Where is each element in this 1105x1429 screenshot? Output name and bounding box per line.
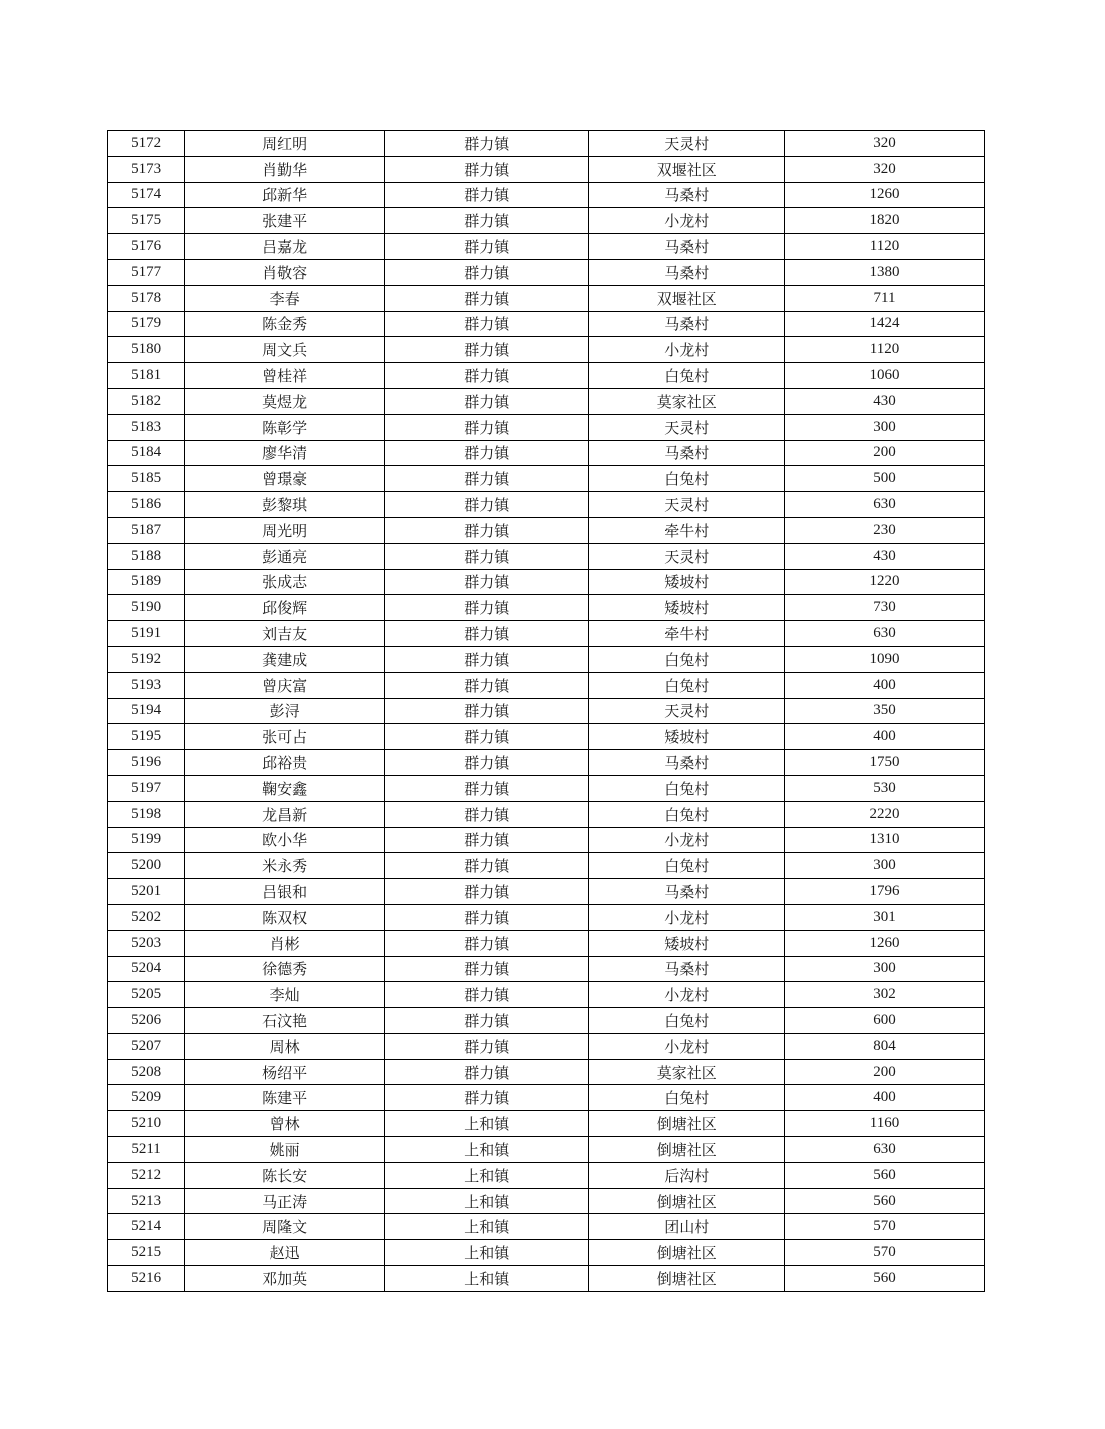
village-cell: 马桑村	[589, 259, 785, 285]
id-cell: 5187	[108, 517, 185, 543]
table-row	[108, 1188, 985, 1214]
name-cell: 陈金秀	[185, 311, 385, 337]
town-cell: 群力镇	[385, 698, 589, 724]
roster-table	[107, 130, 985, 1292]
table-row	[108, 1214, 985, 1240]
name-cell: 邓加英	[185, 1266, 385, 1292]
table-row	[108, 853, 985, 879]
name-cell: 肖勤华	[185, 156, 385, 182]
name-cell: 龚建成	[185, 646, 385, 672]
amount-cell: 1310	[785, 827, 985, 853]
id-cell: 5188	[108, 543, 185, 569]
name-cell: 张可占	[185, 724, 385, 750]
name-cell: 邱裕贵	[185, 750, 385, 776]
town-cell: 群力镇	[385, 259, 589, 285]
name-cell: 马正涛	[185, 1188, 385, 1214]
village-cell: 倒塘社区	[589, 1266, 785, 1292]
id-cell: 5174	[108, 182, 185, 208]
id-cell: 5207	[108, 1033, 185, 1059]
amount-cell: 301	[785, 904, 985, 930]
town-cell: 上和镇	[385, 1188, 589, 1214]
amount-cell: 1424	[785, 311, 985, 337]
id-cell: 5212	[108, 1162, 185, 1188]
village-cell: 白兔村	[589, 1008, 785, 1034]
town-cell: 群力镇	[385, 440, 589, 466]
village-cell: 马桑村	[589, 956, 785, 982]
village-cell: 白兔村	[589, 363, 785, 389]
village-cell: 小龙村	[589, 208, 785, 234]
table-row	[108, 492, 985, 518]
village-cell: 倒塘社区	[589, 1188, 785, 1214]
town-cell: 群力镇	[385, 234, 589, 260]
village-cell: 后沟村	[589, 1162, 785, 1188]
town-cell: 群力镇	[385, 363, 589, 389]
name-cell: 莫煜龙	[185, 388, 385, 414]
id-cell: 5208	[108, 1059, 185, 1085]
name-cell: 周文兵	[185, 337, 385, 363]
town-cell: 群力镇	[385, 775, 589, 801]
village-cell: 天灵村	[589, 492, 785, 518]
table-row	[108, 646, 985, 672]
village-cell: 小龙村	[589, 827, 785, 853]
table-row	[108, 440, 985, 466]
town-cell: 群力镇	[385, 492, 589, 518]
town-cell: 群力镇	[385, 595, 589, 621]
name-cell: 彭通亮	[185, 543, 385, 569]
town-cell: 群力镇	[385, 724, 589, 750]
amount-cell: 300	[785, 853, 985, 879]
id-cell: 5197	[108, 775, 185, 801]
table-row	[108, 698, 985, 724]
village-cell: 矮坡村	[589, 724, 785, 750]
amount-cell: 320	[785, 156, 985, 182]
table-row	[108, 801, 985, 827]
village-cell: 双堰社区	[589, 285, 785, 311]
name-cell: 杨绍平	[185, 1059, 385, 1085]
amount-cell: 1260	[785, 930, 985, 956]
table-row	[108, 956, 985, 982]
village-cell: 矮坡村	[589, 930, 785, 956]
table-row	[108, 543, 985, 569]
id-cell: 5206	[108, 1008, 185, 1034]
id-cell: 5179	[108, 311, 185, 337]
name-cell: 曾桂祥	[185, 363, 385, 389]
town-cell: 群力镇	[385, 1033, 589, 1059]
table-row	[108, 182, 985, 208]
village-cell: 小龙村	[589, 1033, 785, 1059]
town-cell: 群力镇	[385, 156, 589, 182]
name-cell: 肖敬容	[185, 259, 385, 285]
name-cell: 曾璟豪	[185, 466, 385, 492]
amount-cell: 570	[785, 1214, 985, 1240]
town-cell: 群力镇	[385, 750, 589, 776]
town-cell: 群力镇	[385, 517, 589, 543]
id-cell: 5201	[108, 879, 185, 905]
table-row	[108, 259, 985, 285]
amount-cell: 430	[785, 388, 985, 414]
village-cell: 矮坡村	[589, 569, 785, 595]
village-cell: 天灵村	[589, 543, 785, 569]
amount-cell: 320	[785, 131, 985, 157]
id-cell: 5198	[108, 801, 185, 827]
id-cell: 5173	[108, 156, 185, 182]
town-cell: 群力镇	[385, 1085, 589, 1111]
village-cell: 团山村	[589, 1214, 785, 1240]
name-cell: 鞠安鑫	[185, 775, 385, 801]
amount-cell: 400	[785, 672, 985, 698]
id-cell: 5185	[108, 466, 185, 492]
amount-cell: 560	[785, 1188, 985, 1214]
town-cell: 上和镇	[385, 1137, 589, 1163]
name-cell: 邱俊辉	[185, 595, 385, 621]
amount-cell: 560	[785, 1162, 985, 1188]
amount-cell: 302	[785, 982, 985, 1008]
id-cell: 5183	[108, 414, 185, 440]
name-cell: 周隆文	[185, 1214, 385, 1240]
town-cell: 群力镇	[385, 982, 589, 1008]
table-row	[108, 904, 985, 930]
id-cell: 5189	[108, 569, 185, 595]
table-row	[108, 1059, 985, 1085]
village-cell: 白兔村	[589, 466, 785, 492]
town-cell: 群力镇	[385, 208, 589, 234]
name-cell: 徐德秀	[185, 956, 385, 982]
town-cell: 群力镇	[385, 543, 589, 569]
amount-cell: 2220	[785, 801, 985, 827]
id-cell: 5209	[108, 1085, 185, 1111]
id-cell: 5205	[108, 982, 185, 1008]
name-cell: 彭黎琪	[185, 492, 385, 518]
id-cell: 5204	[108, 956, 185, 982]
amount-cell: 1120	[785, 234, 985, 260]
village-cell: 小龙村	[589, 982, 785, 1008]
table-row	[108, 285, 985, 311]
id-cell: 5211	[108, 1137, 185, 1163]
id-cell: 5213	[108, 1188, 185, 1214]
village-cell: 牵牛村	[589, 517, 785, 543]
amount-cell: 400	[785, 724, 985, 750]
name-cell: 陈建平	[185, 1085, 385, 1111]
amount-cell: 600	[785, 1008, 985, 1034]
id-cell: 5210	[108, 1111, 185, 1137]
name-cell: 欧小华	[185, 827, 385, 853]
id-cell: 5178	[108, 285, 185, 311]
table-row	[108, 1085, 985, 1111]
table-row	[108, 234, 985, 260]
amount-cell: 1060	[785, 363, 985, 389]
table-row	[108, 672, 985, 698]
village-cell: 天灵村	[589, 131, 785, 157]
amount-cell: 804	[785, 1033, 985, 1059]
name-cell: 廖华清	[185, 440, 385, 466]
town-cell: 上和镇	[385, 1266, 589, 1292]
village-cell: 天灵村	[589, 414, 785, 440]
town-cell: 群力镇	[385, 569, 589, 595]
village-cell: 白兔村	[589, 1085, 785, 1111]
table-row	[108, 827, 985, 853]
table-row	[108, 363, 985, 389]
table-row	[108, 1162, 985, 1188]
table-row	[108, 879, 985, 905]
id-cell: 5190	[108, 595, 185, 621]
id-cell: 5196	[108, 750, 185, 776]
amount-cell: 1260	[785, 182, 985, 208]
id-cell: 5176	[108, 234, 185, 260]
amount-cell: 200	[785, 1059, 985, 1085]
village-cell: 倒塘社区	[589, 1137, 785, 1163]
amount-cell: 500	[785, 466, 985, 492]
name-cell: 李灿	[185, 982, 385, 1008]
table-row	[108, 414, 985, 440]
table-row	[108, 1033, 985, 1059]
table-row	[108, 775, 985, 801]
id-cell: 5181	[108, 363, 185, 389]
town-cell: 群力镇	[385, 388, 589, 414]
name-cell: 周光明	[185, 517, 385, 543]
name-cell: 邱新华	[185, 182, 385, 208]
village-cell: 牵牛村	[589, 621, 785, 647]
name-cell: 龙昌新	[185, 801, 385, 827]
amount-cell: 230	[785, 517, 985, 543]
village-cell: 马桑村	[589, 182, 785, 208]
village-cell: 白兔村	[589, 775, 785, 801]
amount-cell: 430	[785, 543, 985, 569]
village-cell: 马桑村	[589, 234, 785, 260]
village-cell: 小龙村	[589, 337, 785, 363]
table-row	[108, 621, 985, 647]
village-cell: 白兔村	[589, 672, 785, 698]
town-cell: 上和镇	[385, 1111, 589, 1137]
amount-cell: 1380	[785, 259, 985, 285]
table-row	[108, 156, 985, 182]
name-cell: 陈长安	[185, 1162, 385, 1188]
village-cell: 双堰社区	[589, 156, 785, 182]
amount-cell: 300	[785, 956, 985, 982]
table-row	[108, 595, 985, 621]
village-cell: 倒塘社区	[589, 1111, 785, 1137]
name-cell: 吕银和	[185, 879, 385, 905]
id-cell: 5193	[108, 672, 185, 698]
village-cell: 白兔村	[589, 801, 785, 827]
town-cell: 群力镇	[385, 1008, 589, 1034]
village-cell: 小龙村	[589, 904, 785, 930]
table-row	[108, 930, 985, 956]
town-cell: 群力镇	[385, 956, 589, 982]
table-row	[108, 311, 985, 337]
table-row	[108, 517, 985, 543]
town-cell: 上和镇	[385, 1214, 589, 1240]
amount-cell: 350	[785, 698, 985, 724]
town-cell: 群力镇	[385, 879, 589, 905]
name-cell: 姚丽	[185, 1137, 385, 1163]
town-cell: 群力镇	[385, 930, 589, 956]
village-cell: 马桑村	[589, 750, 785, 776]
town-cell: 上和镇	[385, 1240, 589, 1266]
amount-cell: 1796	[785, 879, 985, 905]
name-cell: 周林	[185, 1033, 385, 1059]
name-cell: 赵迅	[185, 1240, 385, 1266]
id-cell: 5175	[108, 208, 185, 234]
village-cell: 天灵村	[589, 698, 785, 724]
amount-cell: 630	[785, 492, 985, 518]
village-cell: 马桑村	[589, 311, 785, 337]
amount-cell: 570	[785, 1240, 985, 1266]
name-cell: 周红明	[185, 131, 385, 157]
village-cell: 矮坡村	[589, 595, 785, 621]
village-cell: 马桑村	[589, 440, 785, 466]
town-cell: 群力镇	[385, 672, 589, 698]
town-cell: 群力镇	[385, 646, 589, 672]
amount-cell: 711	[785, 285, 985, 311]
id-cell: 5214	[108, 1214, 185, 1240]
id-cell: 5199	[108, 827, 185, 853]
town-cell: 群力镇	[385, 337, 589, 363]
town-cell: 群力镇	[385, 182, 589, 208]
name-cell: 彭浔	[185, 698, 385, 724]
table-row	[108, 724, 985, 750]
village-cell: 莫家社区	[589, 388, 785, 414]
table-row	[108, 1240, 985, 1266]
amount-cell: 200	[785, 440, 985, 466]
amount-cell: 1220	[785, 569, 985, 595]
id-cell: 5192	[108, 646, 185, 672]
village-cell: 白兔村	[589, 646, 785, 672]
amount-cell: 630	[785, 1137, 985, 1163]
table-row	[108, 569, 985, 595]
table-row	[108, 1008, 985, 1034]
id-cell: 5180	[108, 337, 185, 363]
table-row	[108, 982, 985, 1008]
id-cell: 5203	[108, 930, 185, 956]
town-cell: 群力镇	[385, 801, 589, 827]
amount-cell: 530	[785, 775, 985, 801]
table-row	[108, 1137, 985, 1163]
village-cell: 莫家社区	[589, 1059, 785, 1085]
table-row	[108, 388, 985, 414]
name-cell: 吕嘉龙	[185, 234, 385, 260]
town-cell: 群力镇	[385, 414, 589, 440]
name-cell: 张成志	[185, 569, 385, 595]
id-cell: 5172	[108, 131, 185, 157]
amount-cell: 1090	[785, 646, 985, 672]
id-cell: 5215	[108, 1240, 185, 1266]
town-cell: 群力镇	[385, 311, 589, 337]
town-cell: 群力镇	[385, 853, 589, 879]
id-cell: 5191	[108, 621, 185, 647]
village-cell: 白兔村	[589, 853, 785, 879]
table-body	[108, 131, 985, 1292]
amount-cell: 400	[785, 1085, 985, 1111]
town-cell: 群力镇	[385, 1059, 589, 1085]
id-cell: 5184	[108, 440, 185, 466]
amount-cell: 1750	[785, 750, 985, 776]
town-cell: 上和镇	[385, 1162, 589, 1188]
town-cell: 群力镇	[385, 131, 589, 157]
name-cell: 张建平	[185, 208, 385, 234]
town-cell: 群力镇	[385, 466, 589, 492]
town-cell: 群力镇	[385, 827, 589, 853]
table-row	[108, 337, 985, 363]
id-cell: 5200	[108, 853, 185, 879]
table-row	[108, 466, 985, 492]
name-cell: 石汶艳	[185, 1008, 385, 1034]
id-cell: 5202	[108, 904, 185, 930]
name-cell: 刘吉友	[185, 621, 385, 647]
town-cell: 群力镇	[385, 904, 589, 930]
town-cell: 群力镇	[385, 621, 589, 647]
name-cell: 曾林	[185, 1111, 385, 1137]
table-row	[108, 1111, 985, 1137]
name-cell: 米永秀	[185, 853, 385, 879]
town-cell: 群力镇	[385, 285, 589, 311]
name-cell: 曾庆富	[185, 672, 385, 698]
id-cell: 5195	[108, 724, 185, 750]
amount-cell: 300	[785, 414, 985, 440]
id-cell: 5216	[108, 1266, 185, 1292]
table-row	[108, 131, 985, 157]
amount-cell: 1820	[785, 208, 985, 234]
name-cell: 陈双权	[185, 904, 385, 930]
id-cell: 5186	[108, 492, 185, 518]
table-row	[108, 750, 985, 776]
village-cell: 倒塘社区	[589, 1240, 785, 1266]
name-cell: 李春	[185, 285, 385, 311]
id-cell: 5194	[108, 698, 185, 724]
table-row	[108, 1266, 985, 1292]
name-cell: 肖彬	[185, 930, 385, 956]
id-cell: 5182	[108, 388, 185, 414]
table-row	[108, 208, 985, 234]
id-cell: 5177	[108, 259, 185, 285]
amount-cell: 560	[785, 1266, 985, 1292]
name-cell: 陈彰学	[185, 414, 385, 440]
amount-cell: 1120	[785, 337, 985, 363]
amount-cell: 630	[785, 621, 985, 647]
amount-cell: 730	[785, 595, 985, 621]
village-cell: 马桑村	[589, 879, 785, 905]
amount-cell: 1160	[785, 1111, 985, 1137]
